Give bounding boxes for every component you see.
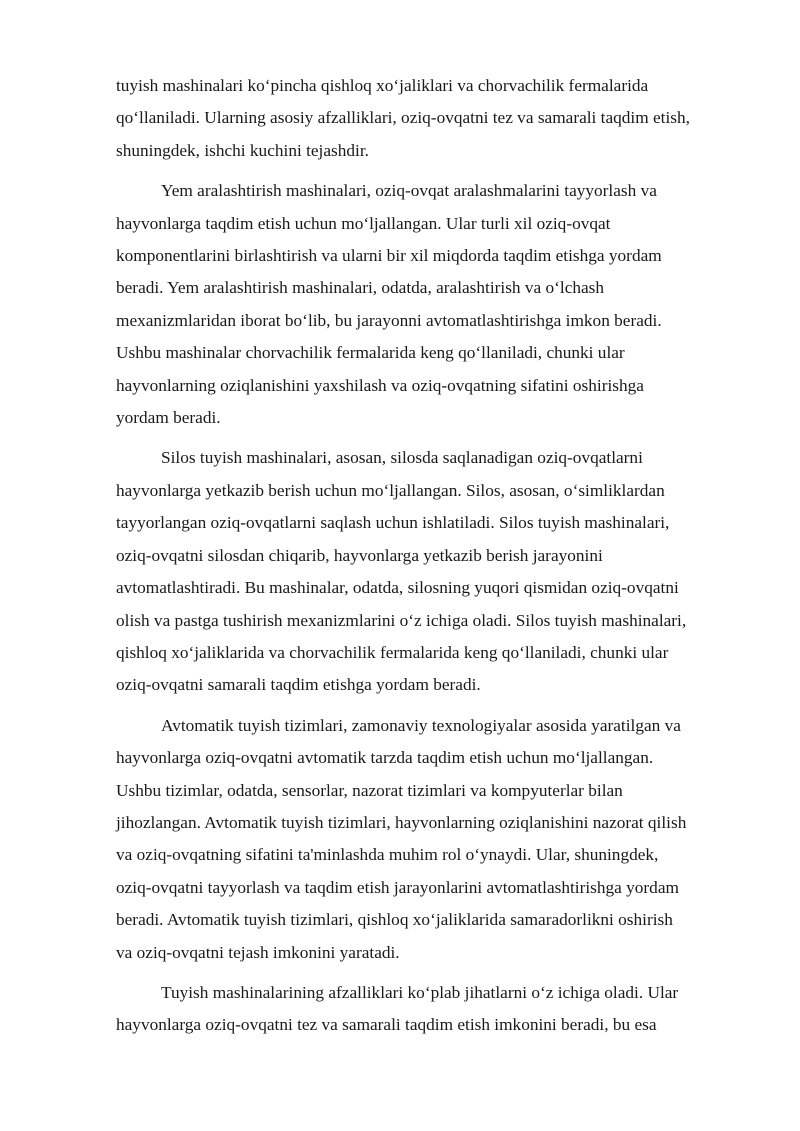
text-line: qo‘llaniladi. Ularning asosiy afzalliklari, oziq-ovqatni tez va samarali taqdim etish, bbox=[116, 108, 690, 128]
text-line: Avtomatik tuyish tizimlari, zamonaviy texnologiyalar asosida yaratilgan va bbox=[161, 715, 681, 735]
text-line: Ushbu tizimlar, odatda, sensorlar, nazorat tizimlari va kompyuterlar bilan bbox=[116, 780, 623, 800]
text-line: tuyish mashinalari ko‘pincha qishloq xo‘jaliklari va chorvachilik fermalarida bbox=[116, 76, 649, 95]
text-line: beradi. Yem aralashtirish mashinalari, odatda, aralashtirish va o‘lchash bbox=[116, 278, 605, 298]
text-line: yordam beradi. bbox=[116, 408, 221, 428]
text-line: va oziq-ovqatning sifatini ta'minlashda muhim rol o‘ynaydi. Ular, shuningdek, bbox=[116, 845, 659, 865]
paragraph-4 bbox=[116, 710, 742, 969]
text-line: Ushbu mashinalar chorvachilik fermalarida keng qo‘llaniladi, chunki ular bbox=[116, 343, 625, 363]
text-line: hayvonlarga oziq-ovqatni tez va samarali taqdim etish imkonini beradi, bu esa bbox=[116, 1015, 657, 1035]
paragraph-1 bbox=[116, 70, 742, 167]
text-line: tayyorlangan oziq-ovqatlarni saqlash uchun ishlatiladi. Silos tuyish mashinalari, bbox=[116, 513, 670, 533]
text-line: hayvonlarga taqdim etish uchun mo‘ljallangan. Ular turli xil oziq-ovqat bbox=[116, 213, 611, 233]
paragraph-5 bbox=[116, 977, 742, 1042]
document-body bbox=[116, 70, 742, 1050]
text-line: Tuyish mashinalarining afzalliklari ko‘plab jihatlarni o‘z ichiga oladi. Ular bbox=[161, 982, 679, 1002]
text-line: Silos tuyish mashinalari, asosan, silosda saqlanadigan oziq-ovqatlarni bbox=[161, 448, 643, 468]
text-line: hayvonlarning oziqlanishini yaxshilash va oziq-ovqatning sifatini oshirishga bbox=[116, 375, 644, 395]
text-line: olish va pastga tushirish mexanizmlarini o‘z ichiga oladi. Silos tuyish mashinalari, bbox=[116, 610, 687, 630]
paragraph-3 bbox=[116, 442, 742, 701]
text-line: jihozlangan. Avtomatik tuyish tizimlari, hayvonlarning oziqlanishini nazorat qilish bbox=[116, 812, 687, 832]
text-line: hayvonlarga oziq-ovqatni avtomatik tarzda taqdim etish uchun mo‘ljallangan. bbox=[116, 748, 654, 768]
text-line: oziq-ovqatni tayyorlash va taqdim etish jarayonlarini avtomatlashtirishga yordam bbox=[116, 877, 679, 897]
text-line: hayvonlarga yetkazib berish uchun mo‘ljallangan. Silos, asosan, o‘simliklardan bbox=[116, 480, 665, 500]
text-line: qishloq xo‘jaliklarida va chorvachilik fermalarida keng qo‘llaniladi, chunki ular bbox=[116, 642, 669, 662]
text-line: beradi. Avtomatik tuyish tizimlari, qishloq xo‘jaliklarida samaradorlikni oshirish bbox=[116, 910, 673, 930]
text-line: komponentlarini birlashtirish va ularni bir xil miqdorda taqdim etishga yordam bbox=[116, 246, 662, 266]
text-line: Yem aralashtirish mashinalari, oziq-ovqat aralashmalarini tayyorlash va bbox=[161, 181, 657, 201]
text-line: mexanizmlaridan iborat bo‘lib, bu jarayonni avtomatlashtirishga imkon beradi. bbox=[116, 310, 662, 330]
text-line: shuningdek, ishchi kuchini tejashdir. bbox=[116, 140, 369, 160]
text-line: avtomatlashtiradi. Bu mashinalar, odatda, silosning yuqori qismidan oziq-ovqatni bbox=[116, 578, 679, 598]
paragraph-2 bbox=[116, 175, 742, 434]
text-line: va oziq-ovqatni tejash imkonini yaratadi. bbox=[116, 942, 400, 962]
text-line: oziq-ovqatni silosdan chiqarib, hayvonlarga yetkazib berish jarayonini bbox=[116, 545, 603, 565]
text-line: oziq-ovqatni samarali taqdim etishga yordam beradi. bbox=[116, 675, 481, 695]
